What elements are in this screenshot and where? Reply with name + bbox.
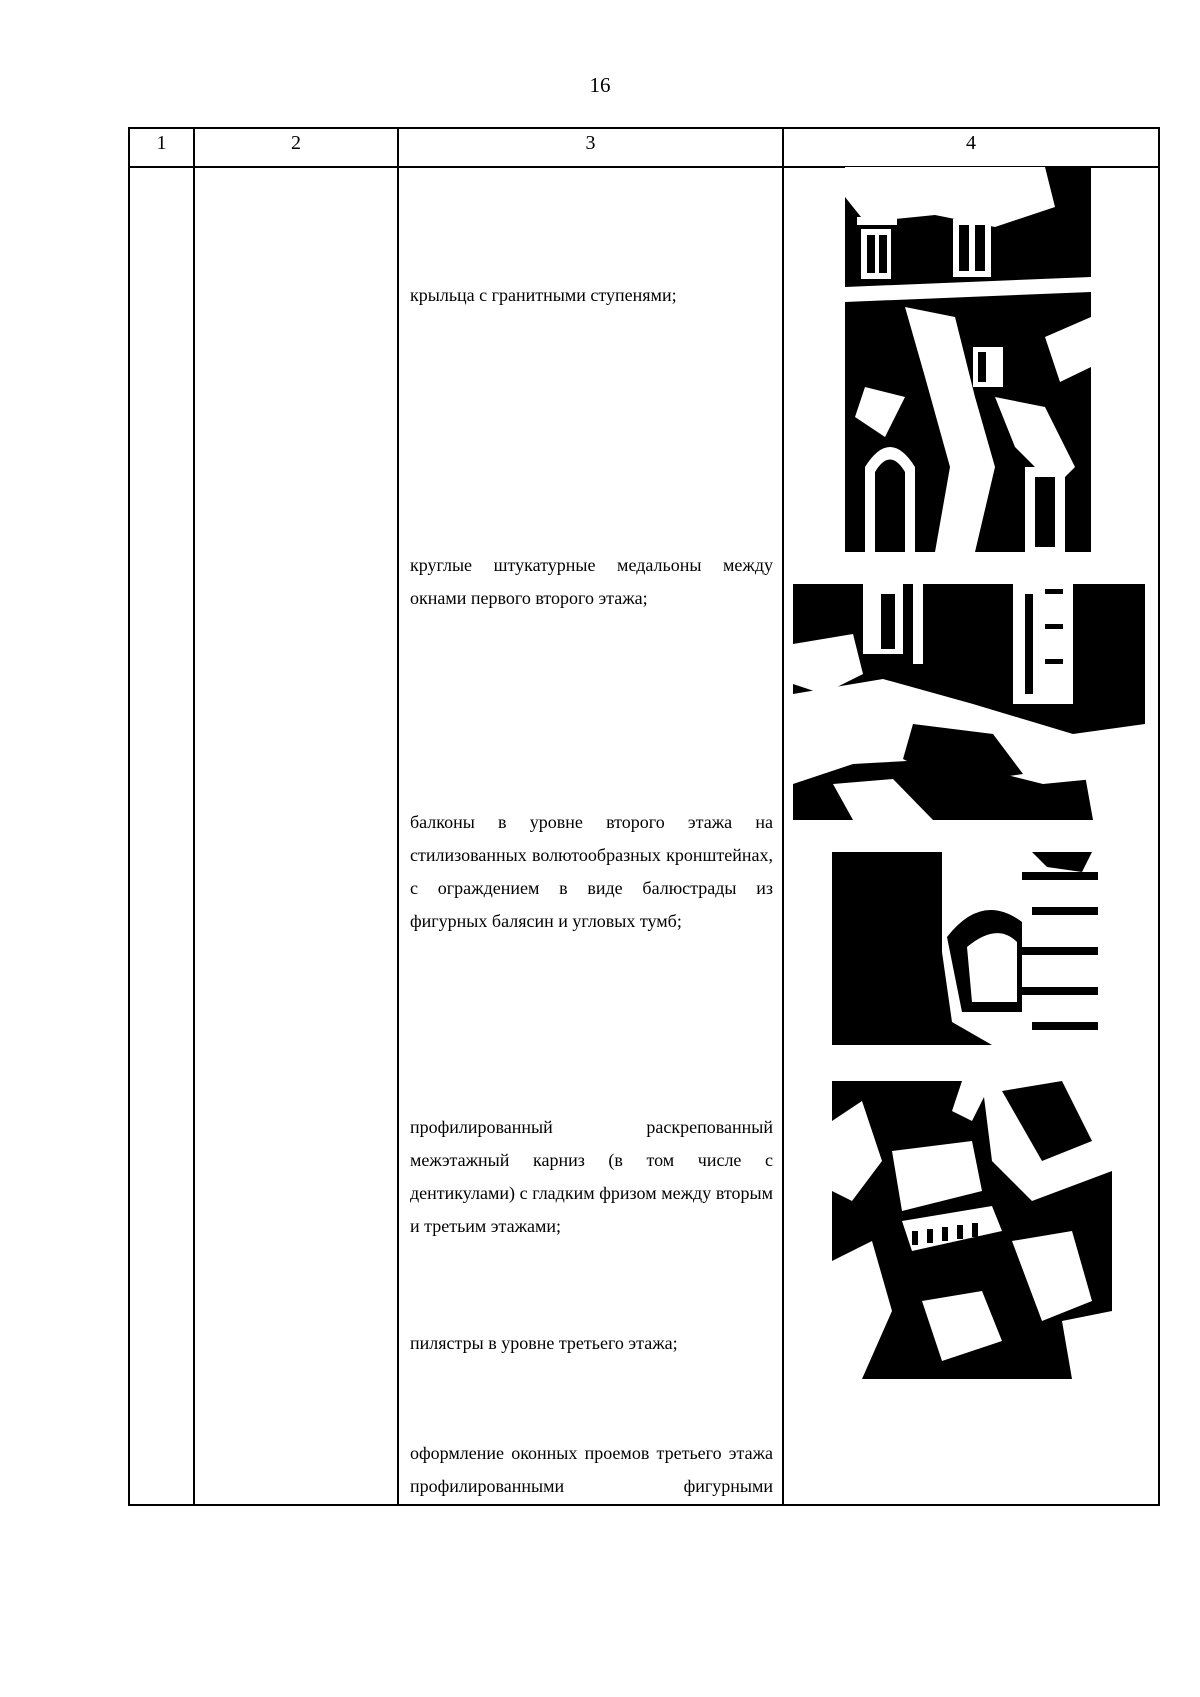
column-header-4: 4: [966, 132, 976, 154]
column-border-2-3: [397, 127, 399, 1506]
table-bottom-border: [128, 1504, 1160, 1506]
column-header-2: 2: [291, 132, 301, 154]
column-border-3-4: [782, 127, 784, 1506]
item-entrance-porch-text: крыльца с гранитными ступенями;: [410, 285, 677, 305]
photo-balcony-brackets: [832, 852, 1098, 1045]
photo-cornice-pilasters: [832, 1081, 1112, 1379]
column-border-1-2: [193, 127, 195, 1506]
photo-entrance-porch: [845, 167, 1091, 552]
column-header-1: 1: [156, 132, 167, 154]
item-cornice-text: профилированный раскрепованный межэтажный карниз (в том числе с дентикулами) с гладким фризом между вторым и третьим этажами;: [410, 1117, 773, 1236]
column-border-1-left: [128, 127, 130, 1506]
item-balcony-brackets-text: балконы в уровне второго этажа на стилизованных волютообразных кронштейнах, с ограждением в виде балюстрады из фигурных балясин и угловых тумб;: [410, 812, 773, 931]
item-window-openings-text: оформление оконных проемов третьего этажа профилированными фигурными: [410, 1443, 773, 1496]
page-number: 16: [589, 73, 611, 97]
item-stucco-medallions-text: круглые штукатурные медальоны между окнами первого второго этажа;: [410, 555, 773, 608]
item-pilasters-text: пилястры в уровне третьего этажа;: [410, 1333, 678, 1353]
column-header-3: 3: [585, 132, 596, 154]
photo-stucco-medallions: [793, 584, 1145, 820]
column-border-4-right: [1158, 127, 1160, 1506]
